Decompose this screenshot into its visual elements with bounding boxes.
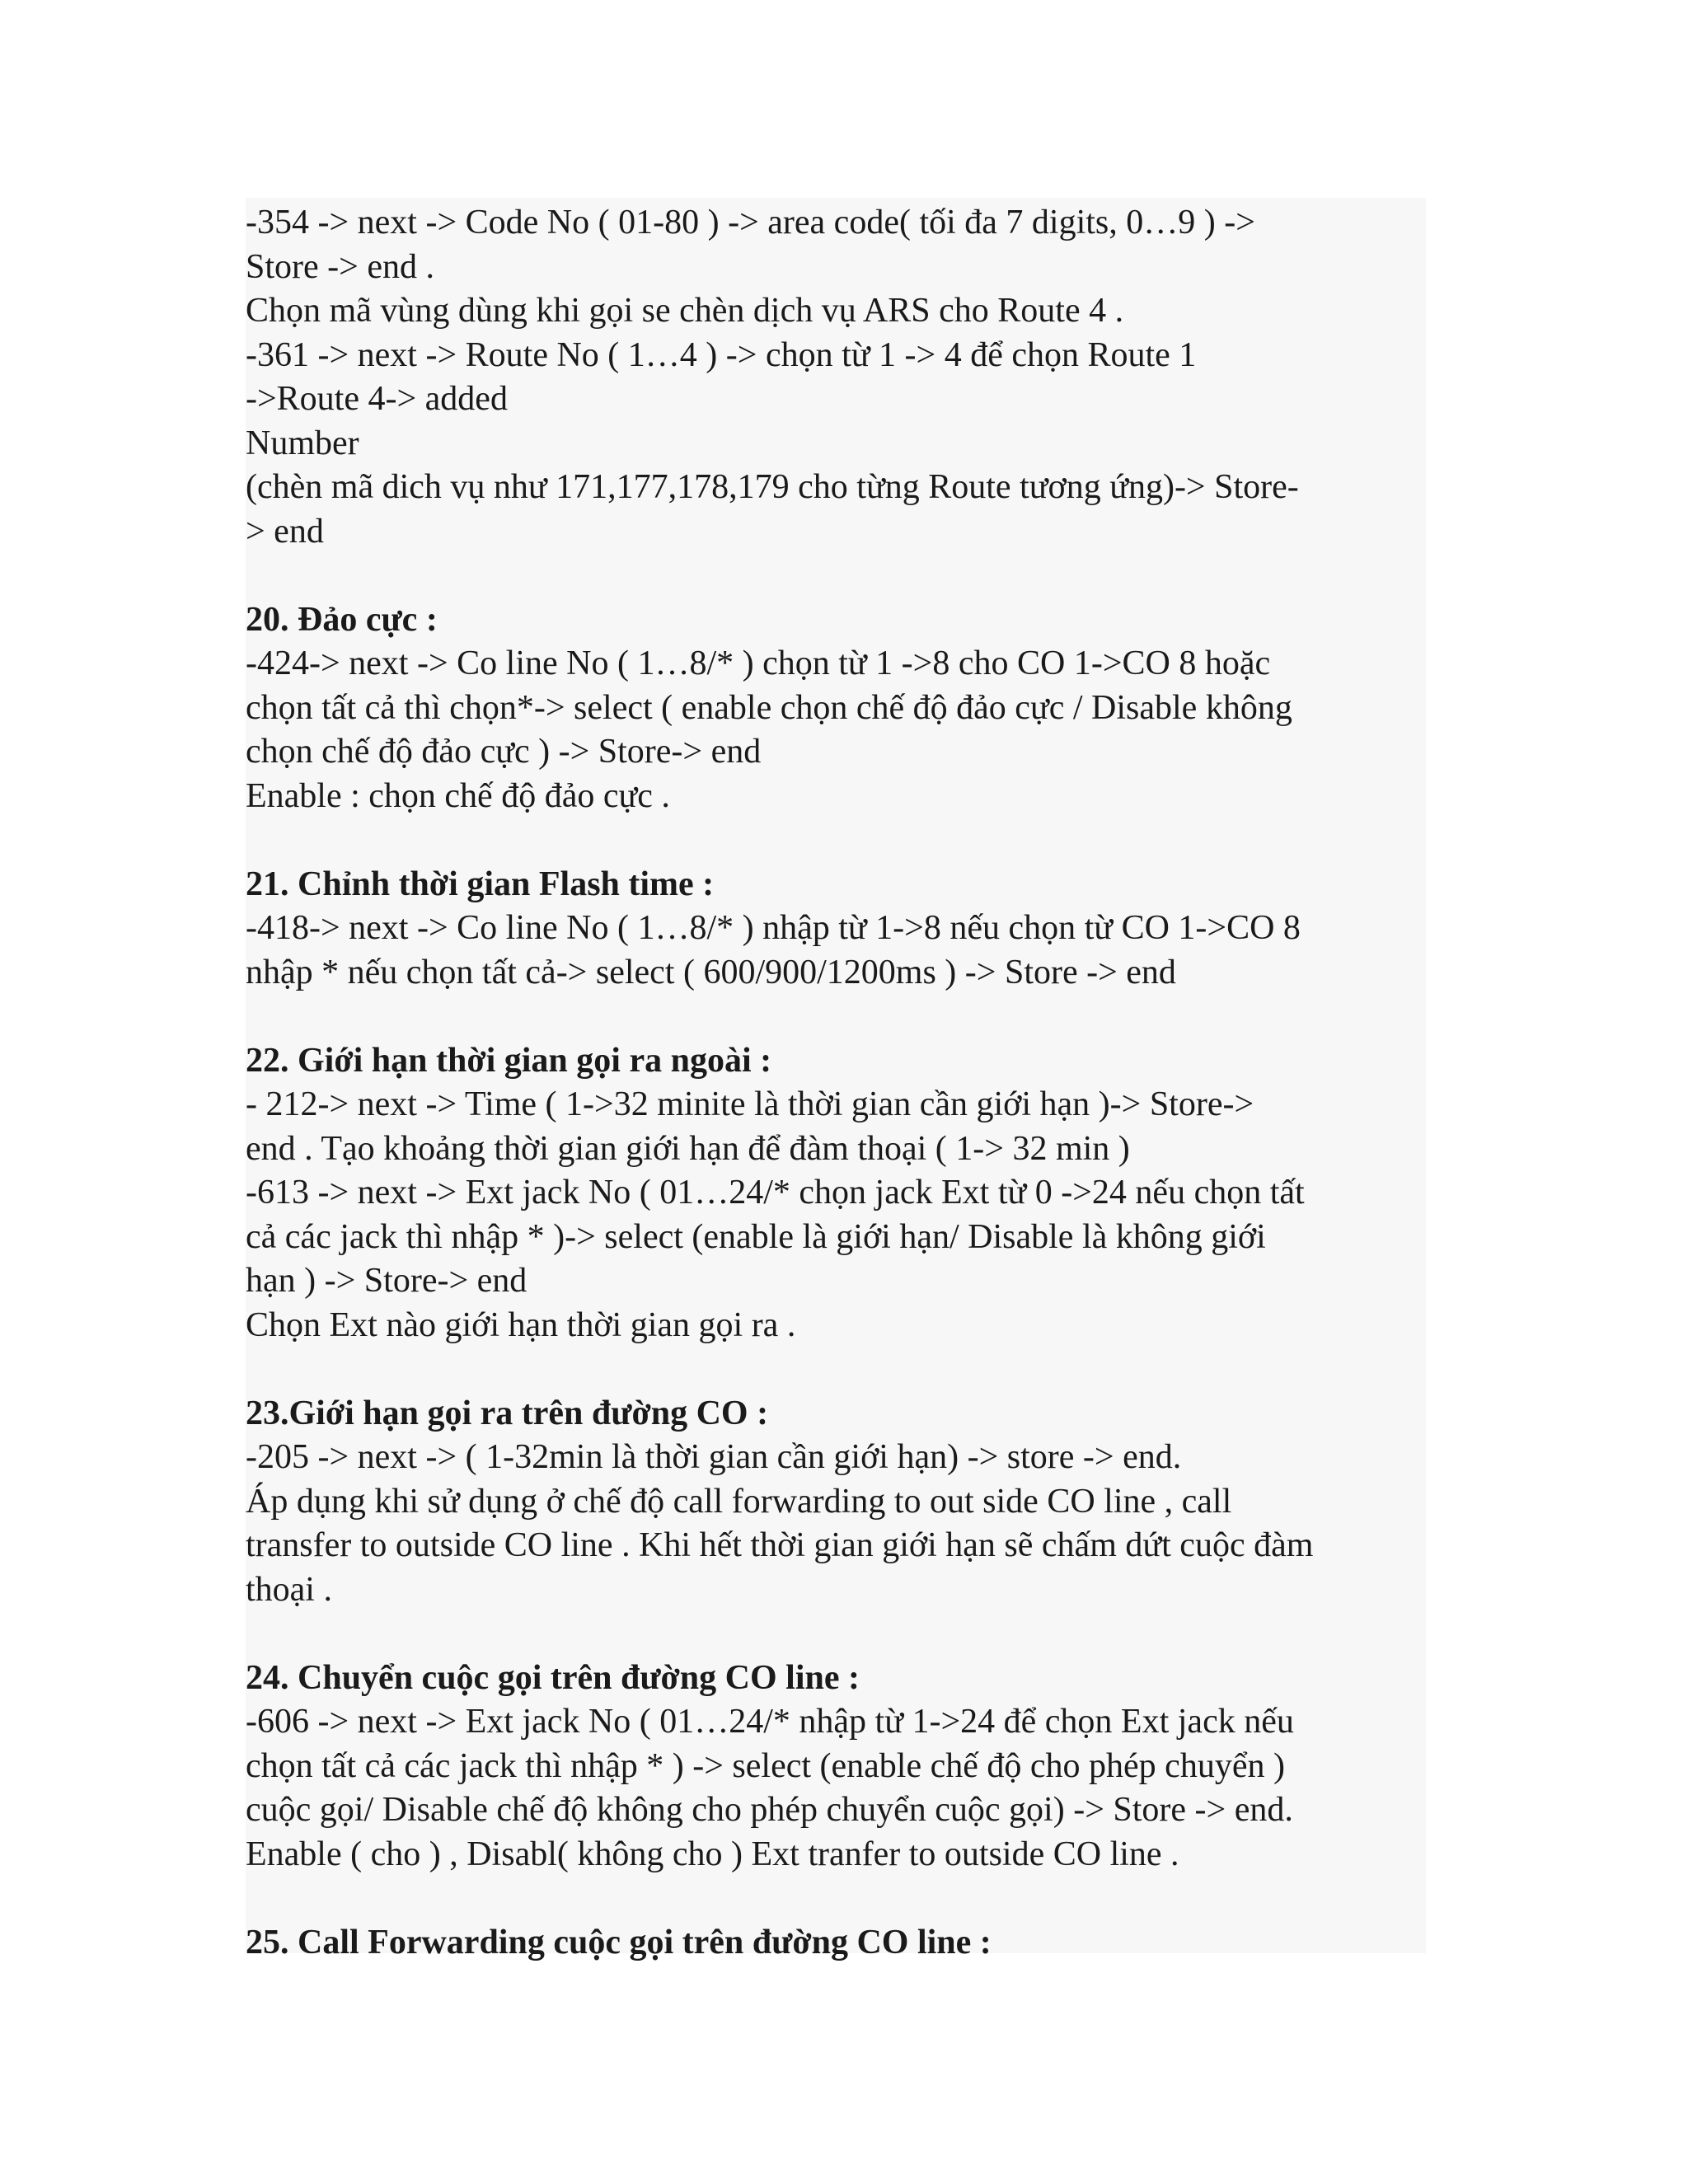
text-line: Number <box>246 424 359 462</box>
section-24 <box>246 1657 1432 1877</box>
paragraph-gap <box>246 1877 1432 1921</box>
text-line: Áp dụng khi sử dụng ở chế độ call forwarding to out side CO line , call <box>246 1482 1232 1521</box>
text-line: ->Route 4-> added <box>246 380 508 418</box>
text-line: -354 -> next -> Code No ( 01-80 ) -> area code( tối đa 7 digits, 0…9 ) -> <box>246 204 1255 241</box>
paragraph-gap <box>246 554 1432 598</box>
section-continuation <box>246 201 1432 554</box>
text-line: -205 -> next -> ( 1-32min là thời gian cần giới hạn) -> store -> end. <box>246 1438 1182 1476</box>
section-20 <box>246 598 1432 819</box>
text-line: transfer to outside CO line . Khi hết thời gian giới hạn sẽ chấm dứt cuộc đàm <box>246 1526 1314 1564</box>
section-23 <box>246 1392 1432 1613</box>
text-line: (chèn mã dich vụ như 171,177,178,179 cho từng Route tương ứng)-> Store- <box>246 468 1299 506</box>
text-line: > end <box>246 512 324 551</box>
text-line: chọn tất cả các jack thì nhập * ) -> select (enable chế độ cho phép chuyển ) <box>246 1746 1285 1785</box>
text-line: -424-> next -> Co line No ( 1…8/* ) chọn từ 1 ->8 cho CO 1->CO 8 hoặc <box>246 644 1271 682</box>
text-line: Enable : chọn chế độ đảo cực . <box>246 776 670 815</box>
document-body <box>246 201 1432 1965</box>
text-line: -418-> next -> Co line No ( 1…8/* ) nhập từ 1->8 nếu chọn từ CO 1->CO 8 <box>246 909 1301 947</box>
text-line: -361 -> next -> Route No ( 1…4 ) -> chọn từ 1 -> 4 để chọn Route 1 <box>246 335 1197 374</box>
text-line: Enable ( cho ) , Disabl( không cho ) Ext tranfer to outside CO line . <box>246 1835 1179 1873</box>
text-line: cuộc gọi/ Disable chế độ không cho phép chuyển cuộc gọi) -> Store -> end. <box>246 1791 1293 1829</box>
section-22 <box>246 1039 1432 1348</box>
section-heading: 24. Chuyển cuộc gọi trên đường CO line : <box>246 1658 860 1697</box>
section-21 <box>246 863 1432 996</box>
text-line: chọn tất cả thì chọn*-> select ( enable chọn chế độ đảo cực / Disable không <box>246 688 1292 727</box>
text-line: end . Tạo khoảng thời gian giới hạn để đàm thoại ( 1-> 32 min ) <box>246 1129 1130 1168</box>
paragraph-gap <box>246 1612 1432 1657</box>
text-line: Store -> end . <box>246 247 434 286</box>
text-line: Chọn Ext nào giới hạn thời gian gọi ra . <box>246 1305 796 1344</box>
text-line: cả các jack thì nhập * )-> select (enable là giới hạn/ Disable là không giới <box>246 1217 1266 1256</box>
text-line: thoại . <box>246 1570 332 1609</box>
paragraph-gap <box>246 818 1432 863</box>
section-25 <box>246 1921 1432 1966</box>
text-line: -606 -> next -> Ext jack No ( 01…24/* nhập từ 1->24 để chọn Ext jack nếu <box>246 1703 1294 1741</box>
section-heading: 23.Giới hạn gọi ra trên đường CO : <box>246 1394 769 1432</box>
text-line: - 212-> next -> Time ( 1->32 minite là thời gian cần giới hạn )-> Store-> <box>246 1085 1254 1123</box>
text-line: -613 -> next -> Ext jack No ( 01…24/* chọn jack Ext từ 0 ->24 nếu chọn tất <box>246 1174 1305 1212</box>
text-line: nhập * nếu chọn tất cả-> select ( 600/900/1200ms ) -> Store -> end <box>246 953 1176 991</box>
text-line: Chọn mã vùng dùng khi gọi se chèn dịch vụ ARS cho Route 4 . <box>246 292 1124 330</box>
section-heading: 20. Đảo cực : <box>246 600 438 639</box>
section-heading: 22. Giới hạn thời gian gọi ra ngoài : <box>246 1041 772 1080</box>
paragraph-gap <box>246 995 1432 1039</box>
paragraph-gap <box>246 1347 1432 1392</box>
text-line: chọn chế độ đảo cực ) -> Store-> end <box>246 733 762 771</box>
text-line: hạn ) -> Store-> end <box>246 1262 528 1300</box>
section-heading: 21. Chỉnh thời gian Flash time : <box>246 865 715 903</box>
section-heading: 25. Call Forwarding cuộc gọi trên đường CO line : <box>246 1923 992 1961</box>
